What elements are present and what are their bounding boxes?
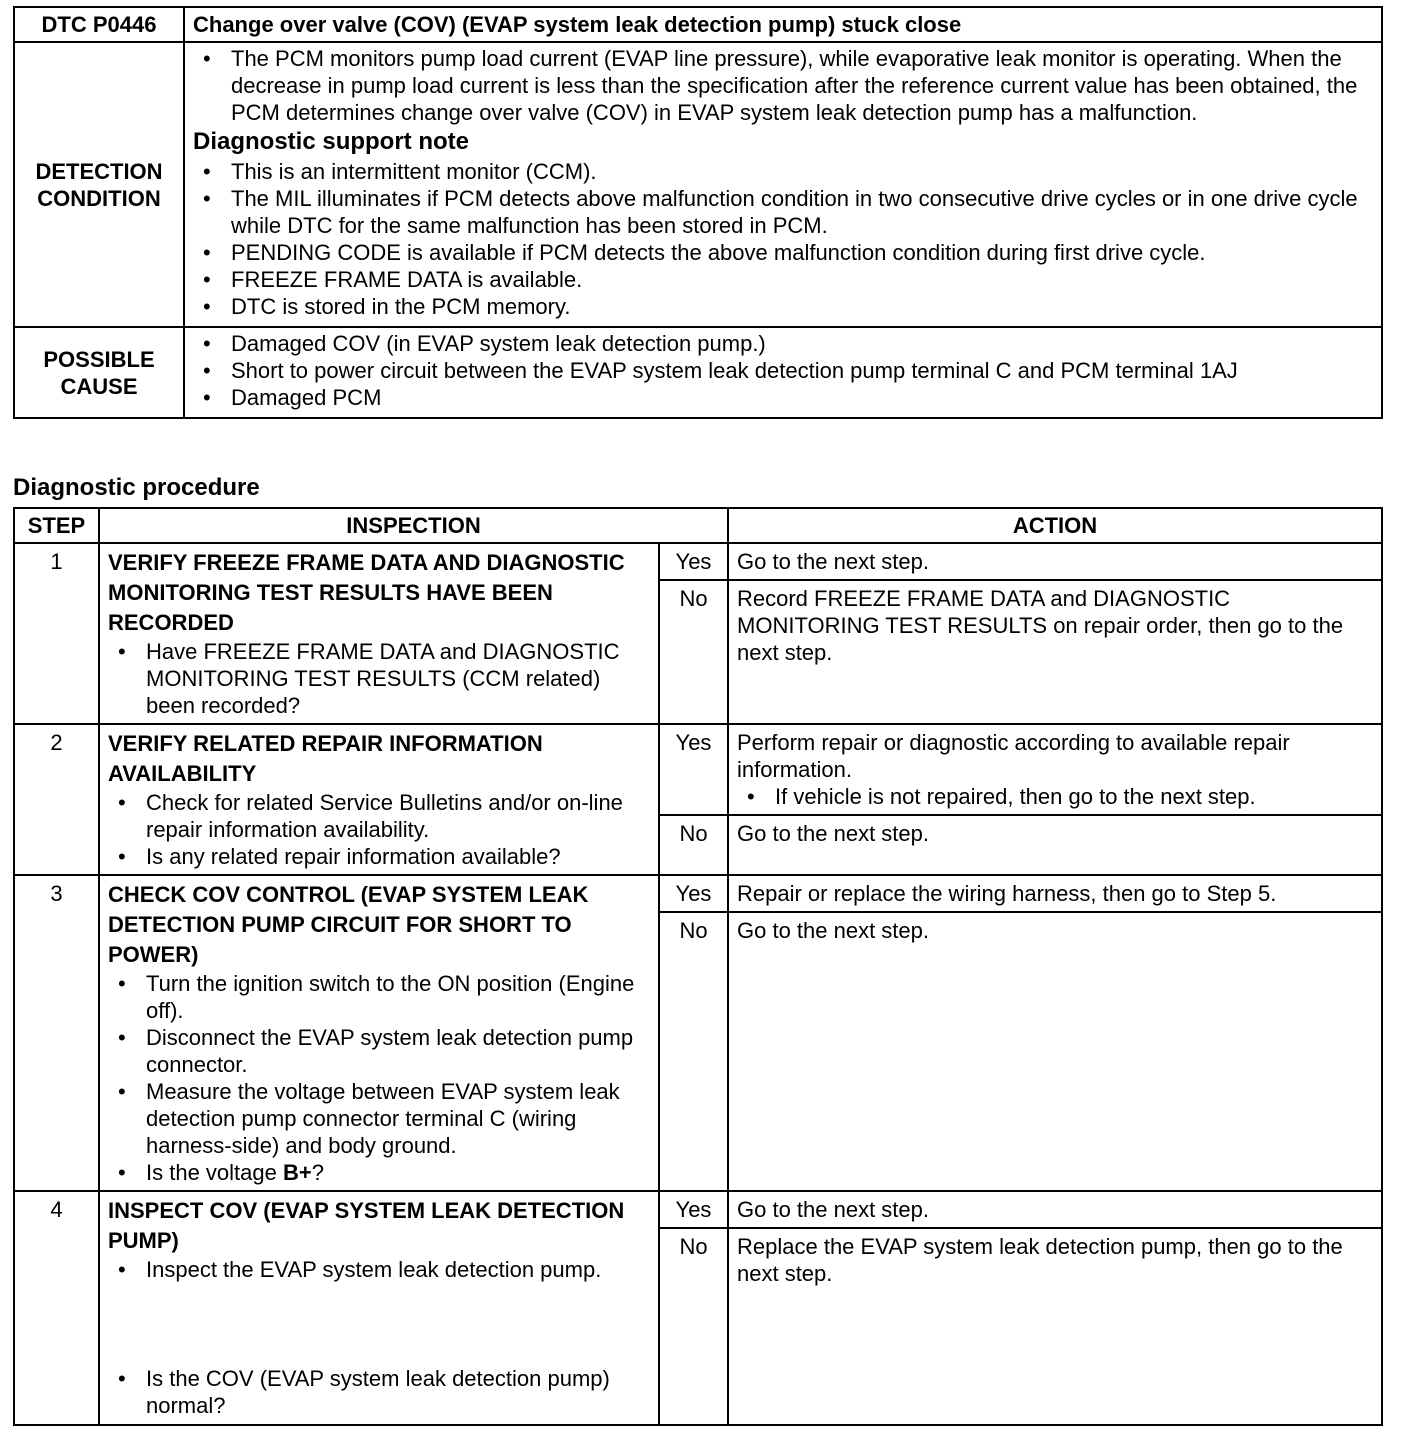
yes-label: Yes: [659, 724, 728, 815]
detection-condition-row: [14, 42, 1382, 327]
no-label: No: [659, 912, 728, 1191]
header-step: STEP: [14, 508, 99, 543]
support-note-list: [193, 158, 1373, 320]
no-label: No: [659, 815, 728, 875]
step-inspection: [99, 543, 659, 724]
step-bullet: • Is any related repair information available?: [108, 843, 652, 870]
step-4-yes-row: [14, 1191, 1382, 1228]
yes-action: Perform repair or diagnostic according to available repair information.: [737, 730, 1290, 782]
dtc-summary-table: [13, 6, 1383, 419]
cause-label-line2: CAUSE: [60, 373, 138, 399]
detection-condition-label: [14, 42, 184, 327]
step-bullet: • Inspect the EVAP system leak detection pump.: [108, 1256, 652, 1283]
detection-condition-content: [184, 42, 1382, 327]
support-note-bullet: • FREEZE FRAME DATA is available.: [193, 266, 1373, 293]
procedure-table: [13, 507, 1383, 1426]
procedure-heading: Diagnostic procedure: [13, 474, 260, 501]
yes-action-sub-list: [737, 783, 1375, 810]
detection-bullet: • The PCM monitors pump load current (EVAP line pressure), while evaporative leak monitor is operating. When the decrease in pump load current is less than the specification after the reference current value has been obtained, the PCM determines change over valve (COV) in EVAP system leak detection pump has a malfunction.: [193, 45, 1373, 126]
no-action: Go to the next step.: [728, 912, 1382, 1191]
no-action: Go to the next step.: [728, 815, 1382, 875]
no-action: Replace the EVAP system leak detection pump, then go to the next step.: [728, 1228, 1382, 1425]
step-bullet-voltage: [108, 1159, 652, 1186]
detection-label-line1: DETECTION: [35, 158, 163, 184]
support-note-bullet: • PENDING CODE is available if PCM detects the above malfunction condition during first drive cycle.: [193, 239, 1373, 266]
dtc-title: Change over valve (COV) (EVAP system leak detection pump) stuck close: [184, 7, 1382, 42]
yes-action: Go to the next step.: [728, 543, 1382, 580]
step-bullet: • Check for related Service Bulletins and/or on-line repair information availability.: [108, 789, 652, 843]
step-number: 1: [14, 543, 99, 724]
step-bullets: [108, 638, 652, 719]
yes-label: Yes: [659, 875, 728, 912]
step-inspection: [99, 724, 659, 875]
step-number: 2: [14, 724, 99, 875]
step-title: CHECK COV CONTROL (EVAP SYSTEM LEAK DETECTION PUMP CIRCUIT FOR SHORT TO POWER): [108, 882, 589, 967]
step-bullet: • Measure the voltage between EVAP system leak detection pump connector terminal C (wiring harness-side) and body ground.: [108, 1078, 652, 1159]
step-2-yes-row: [14, 724, 1382, 815]
yes-action: Repair or replace the wiring harness, then go to Step 5.: [728, 875, 1382, 912]
step-bullets: [108, 1256, 652, 1419]
step-bullet: • Is the COV (EVAP system leak detection pump) normal?: [108, 1365, 652, 1419]
step-number: 4: [14, 1191, 99, 1425]
detection-bullet-list: [193, 45, 1373, 126]
possible-cause-label: [14, 327, 184, 418]
support-note-heading: Diagnostic support note: [193, 128, 469, 155]
step-bullets: [108, 789, 652, 870]
header-inspection: INSPECTION: [99, 508, 728, 543]
step-bullet: • Disconnect the EVAP system leak detection pump connector.: [108, 1024, 652, 1078]
support-note-bullet: • The MIL illuminates if PCM detects above malfunction condition in two consecutive drive cycles or in one drive cycle while DTC for the same malfunction has been stored in PCM.: [193, 185, 1373, 239]
voltage-value: B+: [282, 1160, 312, 1185]
step-3-yes-row: [14, 875, 1382, 912]
dtc-code: DTC P0446: [14, 7, 184, 42]
possible-cause-content: [184, 327, 1382, 418]
yes-label: Yes: [659, 1191, 728, 1228]
cause-bullet: • Damaged PCM: [193, 384, 1373, 411]
step-title: INSPECT COV (EVAP SYSTEM LEAK DETECTION PUMP): [108, 1198, 625, 1253]
support-note-bullet: • DTC is stored in the PCM memory.: [193, 293, 1373, 320]
dtc-header-row: [14, 7, 1382, 42]
possible-cause-row: [14, 327, 1382, 418]
step-bullets: [108, 970, 652, 1186]
cause-bullet: • Short to power circuit between the EVAP system leak detection pump terminal C and PCM terminal 1AJ: [193, 357, 1373, 384]
no-action: Record FREEZE FRAME DATA and DIAGNOSTIC MONITORING TEST RESULTS on repair order, then go to the next step.: [728, 580, 1382, 724]
step-bullet: • Turn the ignition switch to the ON position (Engine off).: [108, 970, 652, 1024]
procedure-header-row: [14, 508, 1382, 543]
support-note-bullet: • This is an intermittent monitor (CCM).: [193, 158, 1373, 185]
yes-label: Yes: [659, 543, 728, 580]
detection-label-line2: CONDITION: [37, 185, 161, 211]
step-title: VERIFY FREEZE FRAME DATA AND DIAGNOSTIC MONITORING TEST RESULTS HAVE BEEN RECORDED: [108, 550, 625, 635]
step-number: 3: [14, 875, 99, 1191]
step-bullet: • Have FREEZE FRAME DATA and DIAGNOSTIC MONITORING TEST RESULTS (CCM related) been recorded?: [108, 638, 652, 719]
no-label: No: [659, 1228, 728, 1425]
header-action: ACTION: [728, 508, 1382, 543]
step-inspection: [99, 1191, 659, 1425]
no-label: No: [659, 580, 728, 724]
step-1-yes-row: [14, 543, 1382, 580]
yes-action: Go to the next step.: [728, 1191, 1382, 1228]
voltage-question-suffix: ?: [311, 1160, 324, 1185]
step-title: VERIFY RELATED REPAIR INFORMATION AVAILABILITY: [108, 731, 543, 786]
cause-bullet: • Damaged COV (in EVAP system leak detection pump.): [193, 330, 1373, 357]
yes-action-cell: [728, 724, 1382, 815]
voltage-question-prefix: Is the voltage: [146, 1160, 283, 1185]
cause-bullet-list: [193, 330, 1373, 411]
step-inspection: [99, 875, 659, 1191]
cause-label-line1: POSSIBLE: [43, 346, 155, 372]
yes-action-sub-bullet: • If vehicle is not repaired, then go to the next step.: [737, 783, 1375, 810]
